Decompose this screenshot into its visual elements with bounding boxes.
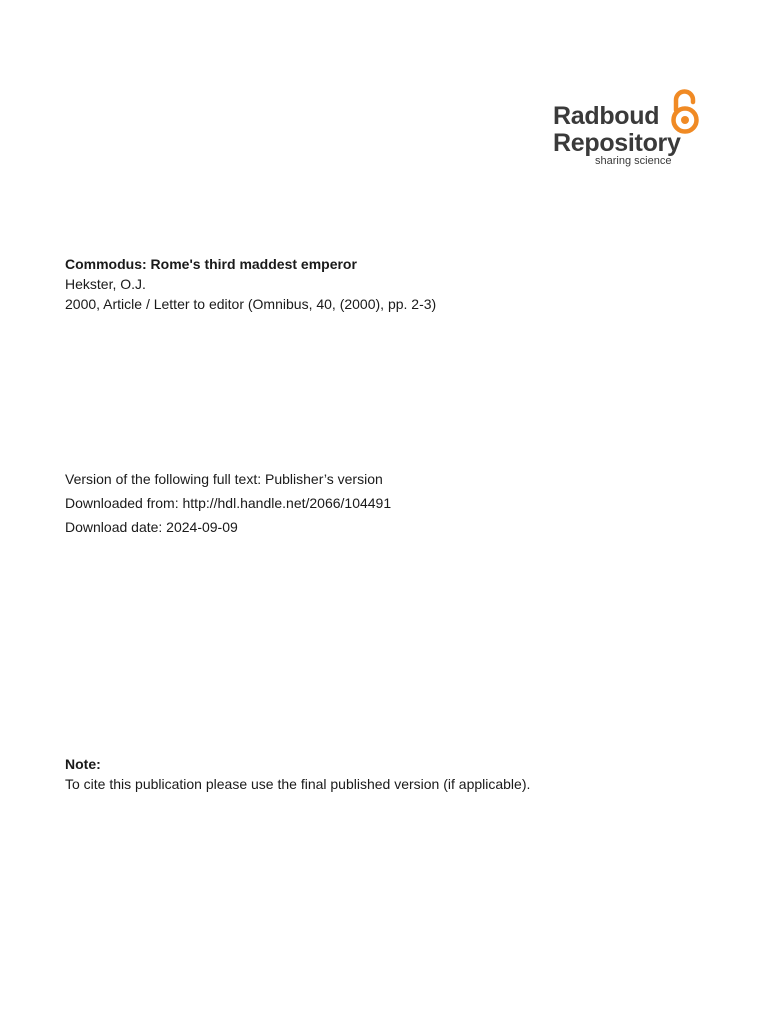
download-date-text: Download date: 2024-09-09 (65, 519, 238, 535)
note-text: To cite this publication please use the final published version (if applicable). (65, 776, 531, 792)
publication-details: 2000, Article / Letter to editor (Omnibus, 40, (2000), pp. 2-3) (65, 296, 437, 312)
publication-title: Commodus: Rome's third maddest emperor (65, 256, 357, 272)
version-info (65, 467, 391, 539)
publication-metadata (65, 254, 436, 314)
publication-author: Hekster, O.J. (65, 276, 146, 292)
note-label: Note: (65, 756, 101, 772)
logo-text-repository: Repository (553, 129, 681, 157)
radboud-repository-logo (553, 88, 705, 172)
logo-tagline: sharing science (595, 155, 672, 167)
citation-note (65, 754, 530, 794)
version-text: Version of the following full text: Publisher’s version (65, 471, 383, 487)
open-access-lock-icon (669, 88, 701, 136)
logo-text-radboud: Radboud (553, 102, 660, 130)
downloaded-from-text: Downloaded from: http://hdl.handle.net/2066/104491 (65, 495, 392, 511)
